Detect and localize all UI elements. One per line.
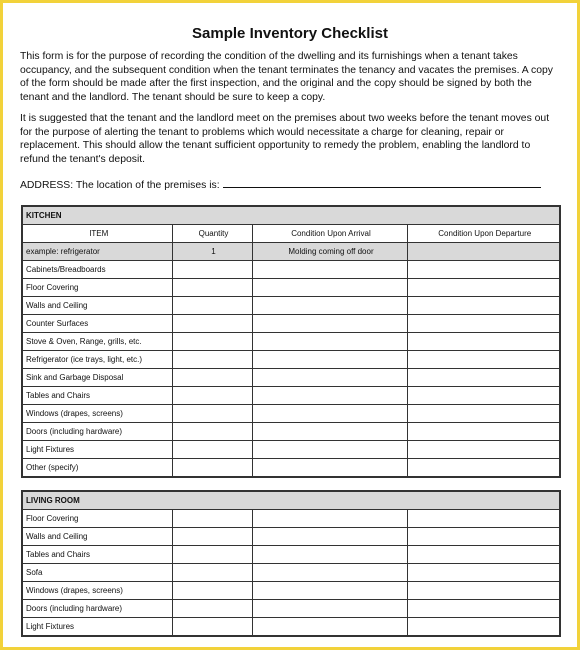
page-title: Sample Inventory Checklist (192, 25, 388, 42)
departure-cell[interactable] (407, 618, 560, 637)
table-row (22, 297, 560, 315)
item-label: Stove & Oven, Range, grills, etc. (22, 333, 172, 351)
quantity-cell[interactable] (172, 261, 252, 279)
arrival-cell[interactable] (252, 441, 407, 459)
table-row (22, 279, 560, 297)
address-label: ADDRESS: The location of the premises is: (20, 180, 220, 191)
arrival-cell[interactable] (252, 546, 407, 564)
living-room-section-header (22, 491, 560, 510)
quantity-cell[interactable] (172, 441, 252, 459)
table-row (22, 546, 560, 564)
item-label: Refrigerator (ice trays, light, etc.) (22, 351, 172, 369)
departure-cell[interactable] (407, 369, 560, 387)
departure-cell[interactable] (407, 564, 560, 582)
arrival-cell[interactable] (252, 564, 407, 582)
item-label: Doors (including hardware) (22, 600, 172, 618)
kitchen-table (21, 205, 561, 478)
item-label: Sink and Garbage Disposal (22, 369, 172, 387)
quantity-cell[interactable] (172, 387, 252, 405)
item-label: Walls and Ceiling (22, 528, 172, 546)
quantity-cell[interactable] (172, 369, 252, 387)
item-label: Counter Surfaces (22, 315, 172, 333)
departure-cell[interactable] (407, 546, 560, 564)
departure-cell[interactable] (407, 459, 560, 478)
item-label: Walls and Ceiling (22, 297, 172, 315)
departure-cell[interactable] (407, 351, 560, 369)
intro-paragraph: This form is for the purpose of recording the condition of the dwelling and its furnishings when a tenant takes occupancy, and the subsequent condition when the tenant terminates the tenancy and vacates the premises. A copy of the form should be made after the first inspection, and the original and the copy should be signed by both the tenant and the landlord. The tenant should be sure to keep a copy. (20, 51, 553, 103)
arrival-cell[interactable] (252, 423, 407, 441)
departure-cell[interactable] (407, 582, 560, 600)
example-arrival: Molding coming off door (252, 243, 407, 261)
quantity-cell[interactable] (172, 405, 252, 423)
arrival-cell[interactable] (252, 351, 407, 369)
arrival-cell[interactable] (252, 528, 407, 546)
arrival-cell[interactable] (252, 459, 407, 478)
col-item: ITEM (22, 225, 172, 243)
col-arrival: Condition Upon Arrival (252, 225, 407, 243)
arrival-cell[interactable] (252, 600, 407, 618)
departure-cell[interactable] (407, 528, 560, 546)
arrival-cell[interactable] (252, 261, 407, 279)
arrival-cell[interactable] (252, 387, 407, 405)
arrival-cell[interactable] (252, 279, 407, 297)
arrival-cell[interactable] (252, 333, 407, 351)
address-input-line[interactable] (223, 177, 541, 188)
item-label: Windows (drapes, screens) (22, 582, 172, 600)
quantity-cell[interactable] (172, 618, 252, 637)
item-label: Cabinets/Breadboards (22, 261, 172, 279)
example-quantity: 1 (172, 243, 252, 261)
quantity-cell[interactable] (172, 546, 252, 564)
quantity-cell[interactable] (172, 423, 252, 441)
departure-cell[interactable] (407, 315, 560, 333)
quantity-cell[interactable] (172, 459, 252, 478)
departure-cell[interactable] (407, 333, 560, 351)
kitchen-section-header (22, 206, 560, 225)
living-room-table (21, 490, 561, 637)
table-row (22, 315, 560, 333)
item-label: Sofa (22, 564, 172, 582)
departure-cell[interactable] (407, 441, 560, 459)
example-row (22, 243, 560, 261)
suggestion-paragraph: It is suggested that the tenant and the landlord meet on the premises about two weeks before the tenant moves out for the purpose of alerting the tenant to problems which would necessitate a charge for cleaning, repair or replacement. This should allow the tenant sufficient opportunity to remedy the problem, enabling the landlord to refund the tenant's deposit. (20, 113, 550, 165)
item-label: Floor Covering (22, 510, 172, 528)
arrival-cell[interactable] (252, 618, 407, 637)
table-row (22, 387, 560, 405)
kitchen-column-headers (22, 225, 560, 243)
item-label: Floor Covering (22, 279, 172, 297)
table-row (22, 333, 560, 351)
departure-cell[interactable] (407, 423, 560, 441)
departure-cell[interactable] (407, 297, 560, 315)
item-label: Tables and Chairs (22, 546, 172, 564)
arrival-cell[interactable] (252, 369, 407, 387)
arrival-cell[interactable] (252, 297, 407, 315)
quantity-cell[interactable] (172, 528, 252, 546)
quantity-cell[interactable] (172, 297, 252, 315)
item-label: Light Fixtures (22, 441, 172, 459)
departure-cell[interactable] (407, 387, 560, 405)
table-row (22, 510, 560, 528)
table-row (22, 351, 560, 369)
table-row (22, 564, 560, 582)
item-label: Tables and Chairs (22, 387, 172, 405)
item-label: Light Fixtures (22, 618, 172, 637)
table-row (22, 528, 560, 546)
example-departure (407, 243, 560, 261)
arrival-cell[interactable] (252, 510, 407, 528)
quantity-cell[interactable] (172, 315, 252, 333)
table-row (22, 261, 560, 279)
kitchen-heading: KITCHEN (22, 206, 560, 225)
quantity-cell[interactable] (172, 510, 252, 528)
address-line (20, 177, 541, 191)
table-row (22, 582, 560, 600)
living-room-heading: LIVING ROOM (22, 491, 560, 510)
departure-cell[interactable] (407, 510, 560, 528)
table-row (22, 618, 560, 637)
document-page (3, 3, 577, 647)
quantity-cell[interactable] (172, 564, 252, 582)
item-label: Windows (drapes, screens) (22, 405, 172, 423)
departure-cell[interactable] (407, 279, 560, 297)
departure-cell[interactable] (407, 600, 560, 618)
table-row (22, 369, 560, 387)
item-label: Doors (including hardware) (22, 423, 172, 441)
table-row (22, 441, 560, 459)
arrival-cell[interactable] (252, 315, 407, 333)
quantity-cell[interactable] (172, 582, 252, 600)
col-quantity: Quantity (172, 225, 252, 243)
table-row (22, 405, 560, 423)
arrival-cell[interactable] (252, 582, 407, 600)
quantity-cell[interactable] (172, 333, 252, 351)
quantity-cell[interactable] (172, 351, 252, 369)
table-row (22, 423, 560, 441)
departure-cell[interactable] (407, 405, 560, 423)
table-row (22, 459, 560, 478)
arrival-cell[interactable] (252, 405, 407, 423)
item-label: Other (specify) (22, 459, 172, 478)
departure-cell[interactable] (407, 261, 560, 279)
quantity-cell[interactable] (172, 279, 252, 297)
quantity-cell[interactable] (172, 600, 252, 618)
col-departure: Condition Upon Departure (407, 225, 560, 243)
table-row (22, 600, 560, 618)
example-item: example: refrigerator (22, 243, 172, 261)
